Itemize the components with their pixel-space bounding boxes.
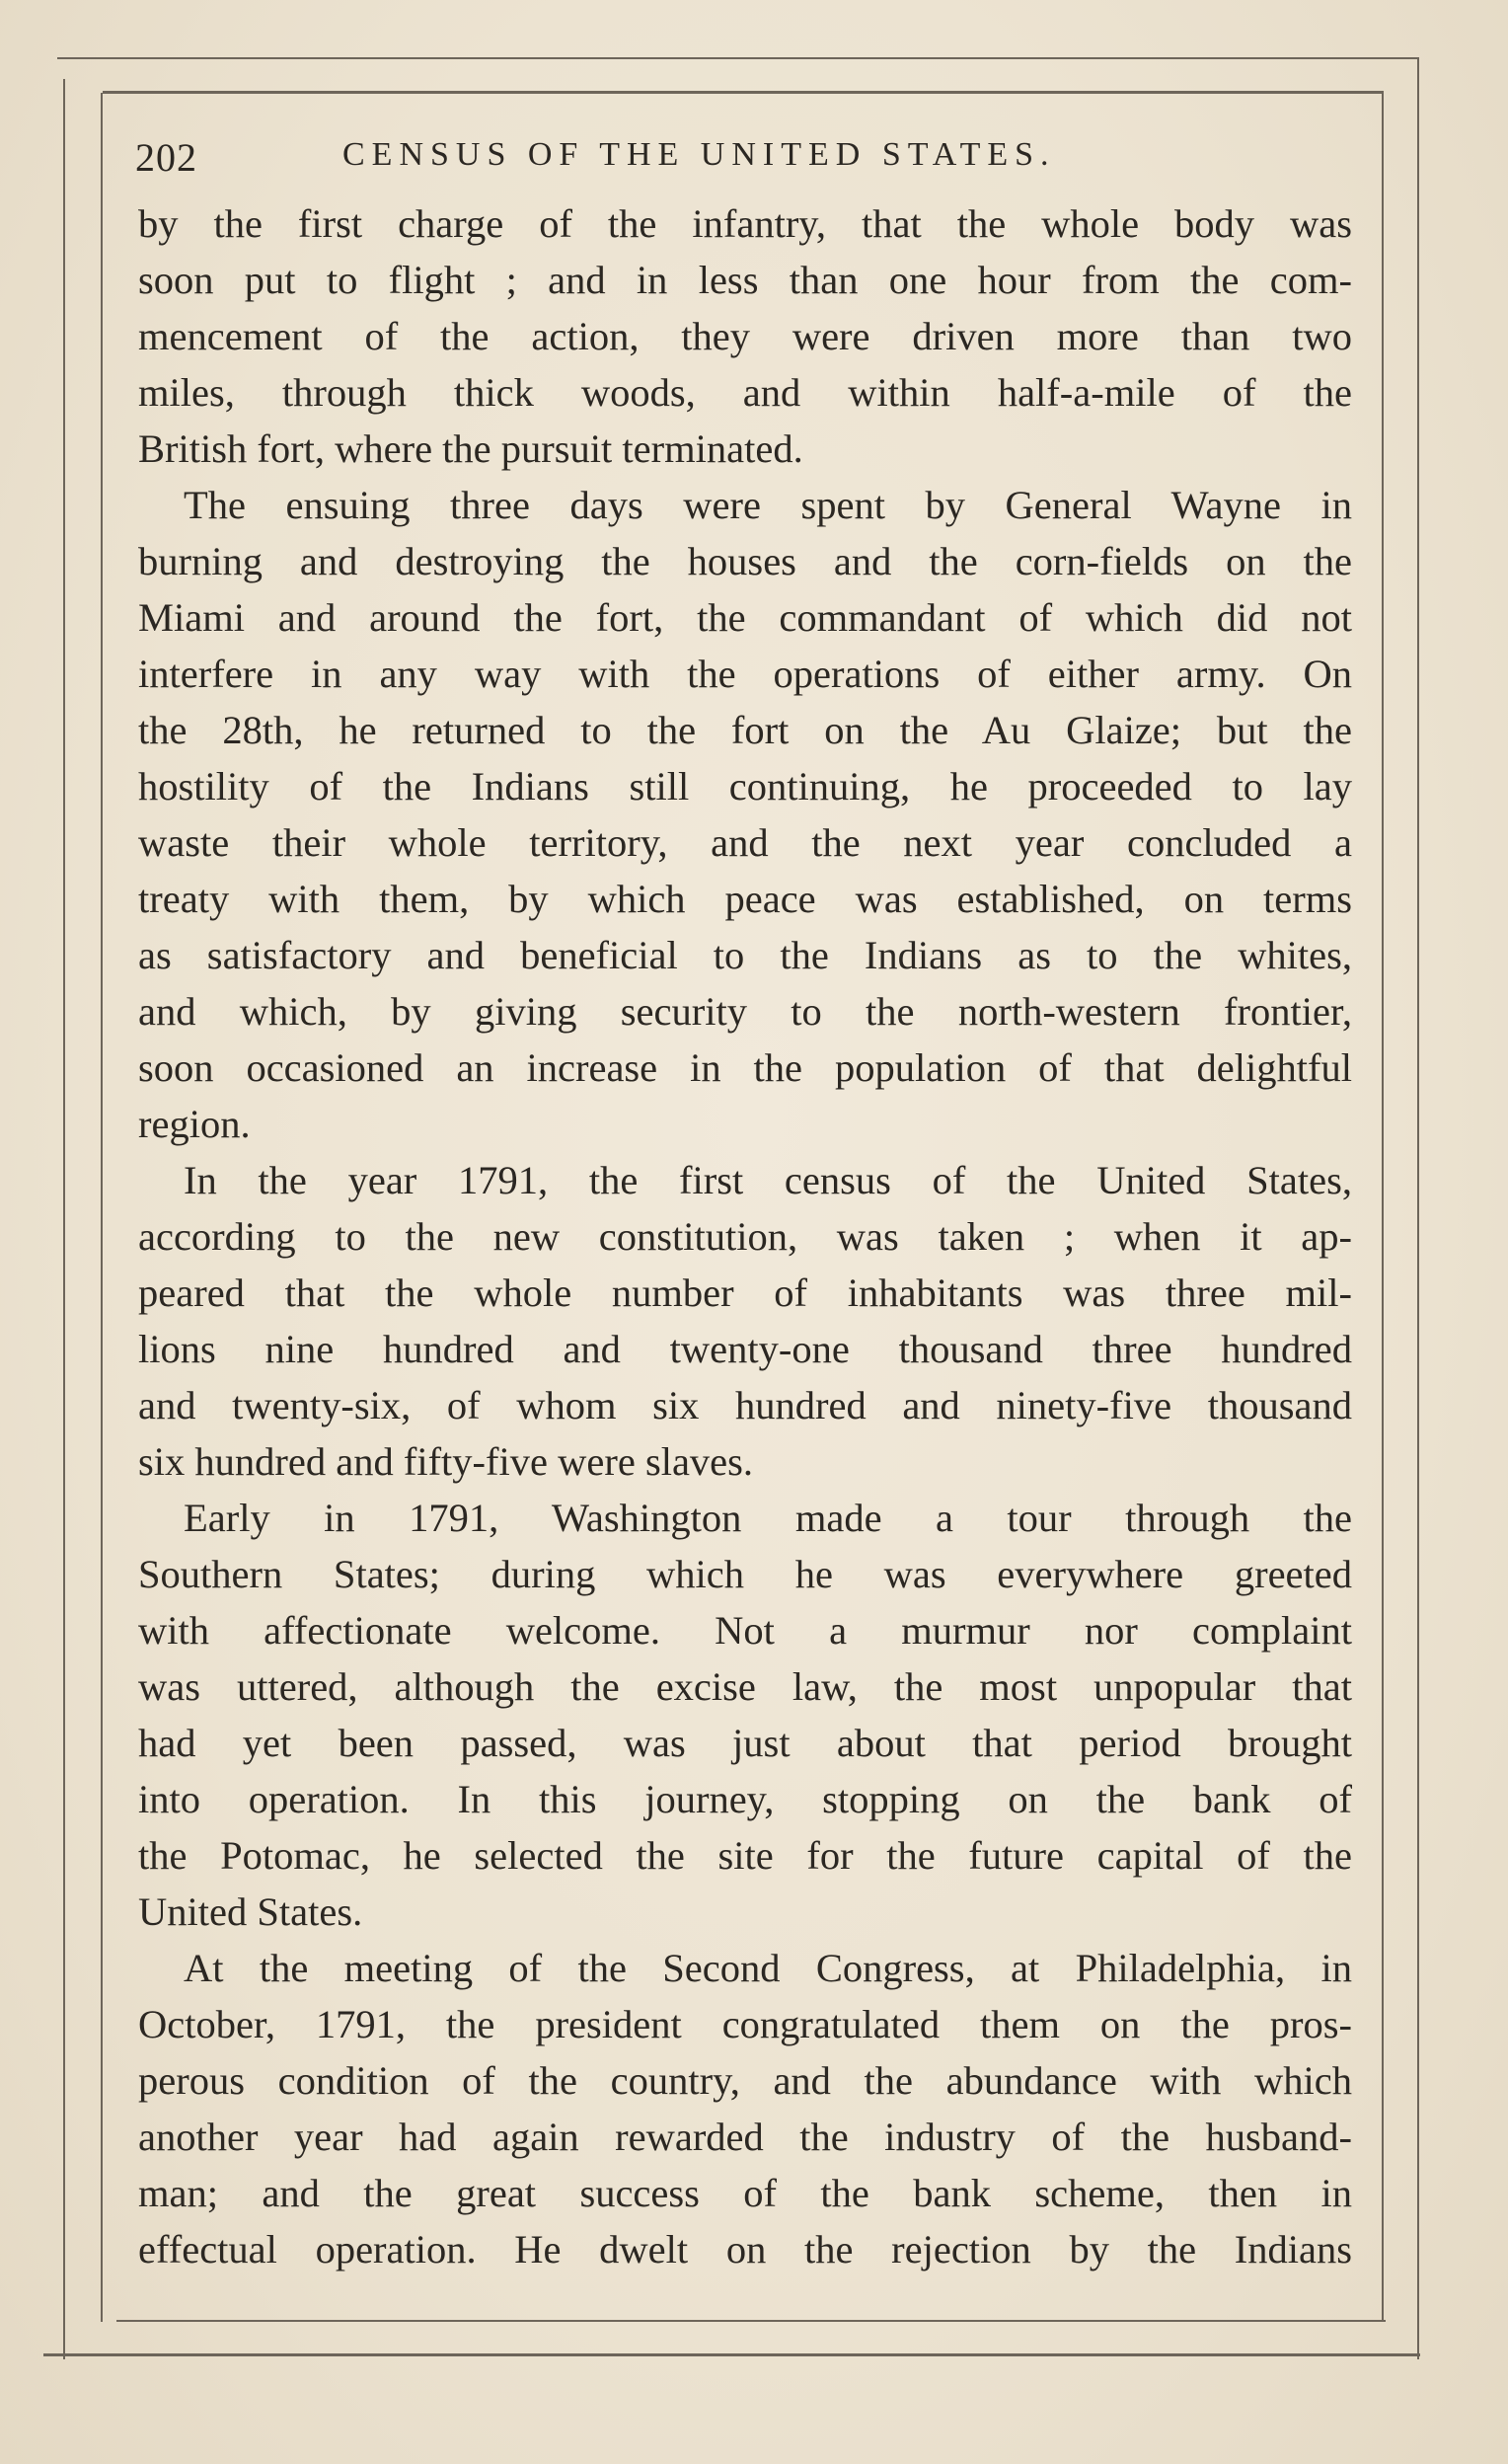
text-line: interfere in any way with the operations of either army. On: [138, 652, 1352, 696]
text-line: and twenty-six, of whom six hundred and ninety-five thousand: [138, 1383, 1352, 1427]
running-head: CENSUS OF THE UNITED STATES.: [342, 136, 1056, 173]
text-line: At the meeting of the Second Congress, at Philadelphia, in: [184, 1946, 1352, 1990]
frame-rule-bottom-outer: [43, 2353, 1420, 2356]
text-line: Early in 1791, Washington made a tour through the: [184, 1496, 1352, 1540]
text-line: with affectionate welcome. Not a murmur nor complaint: [138, 1608, 1352, 1653]
text-line: and which, by giving security to the north-western frontier,: [138, 989, 1352, 1034]
page-number: 202: [135, 135, 197, 180]
text-line: six hundred and fifty-five were slaves.: [138, 1439, 754, 1484]
text-line: United States.: [138, 1889, 363, 1934]
text-line: British fort, where the pursuit terminated.: [138, 426, 803, 471]
text-line: hostility of the Indians still continuing, he proceeded to lay: [138, 764, 1352, 808]
frame-rule-top-inner: [103, 91, 1384, 94]
text-line: In the year 1791, the first census of the United States,: [184, 1158, 1352, 1202]
frame-rule-left-outer: [63, 79, 65, 2359]
text-line: as satisfactory and beneficial to the Indians as to the whites,: [138, 933, 1352, 977]
text-line: soon occasioned an increase in the population of that delightful: [138, 1045, 1352, 1090]
text-line: into operation. In this journey, stopping on the bank of: [138, 1777, 1352, 1821]
frame-rule-bottom-inner: [116, 2320, 1386, 2322]
text-line: by the first charge of the infantry, that the whole body was: [138, 201, 1352, 246]
text-line: effectual operation. He dwelt on the rejection by the Indians: [138, 2227, 1352, 2272]
text-line: had yet been passed, was just about that period brought: [138, 1721, 1352, 1765]
page-header: [135, 130, 1369, 190]
text-line: man; and the great success of the bank scheme, then in: [138, 2171, 1352, 2215]
frame-rule-right-inner: [1382, 93, 1384, 2322]
frame-rule-top-outer: [57, 57, 1419, 59]
text-line: lions nine hundred and twenty-one thousand three hundred: [138, 1327, 1352, 1371]
text-line: the 28th, he returned to the fort on the Au Glaize; but the: [138, 708, 1352, 752]
text-line: mencement of the action, they were driven more than two: [138, 314, 1352, 358]
text-line: the Potomac, he selected the site for the future capital of the: [138, 1833, 1352, 1878]
text-line: Southern States; during which he was everywhere greeted: [138, 1552, 1352, 1596]
text-line: was uttered, although the excise law, the most unpopular that: [138, 1664, 1352, 1709]
text-line: burning and destroying the houses and the corn-fields on the: [138, 539, 1352, 583]
text-line: The ensuing three days were spent by General Wayne in: [184, 483, 1352, 527]
text-line: October, 1791, the president congratulated them on the pros-: [138, 2002, 1352, 2046]
body-text: [138, 195, 1352, 2277]
text-line: soon put to flight ; and in less than one hour from the com-: [138, 258, 1352, 302]
text-line: miles, through thick woods, and within half-a-mile of the: [138, 370, 1352, 415]
frame-rule-left-inner: [101, 93, 103, 2322]
text-line: waste their whole territory, and the next year concluded a: [138, 820, 1352, 865]
text-line: peared that the whole number of inhabitants was three mil-: [138, 1270, 1352, 1315]
text-line: another year had again rewarded the industry of the husband-: [138, 2115, 1352, 2159]
text-line: perous condition of the country, and the abundance with which: [138, 2058, 1352, 2103]
text-line: treaty with them, by which peace was established, on terms: [138, 877, 1352, 921]
frame-rule-right-outer: [1417, 59, 1419, 2359]
text-line: region.: [138, 1102, 251, 1146]
text-line: according to the new constitution, was taken ; when it ap-: [138, 1214, 1352, 1259]
text-line: Miami and around the fort, the commandant of which did not: [138, 595, 1352, 640]
